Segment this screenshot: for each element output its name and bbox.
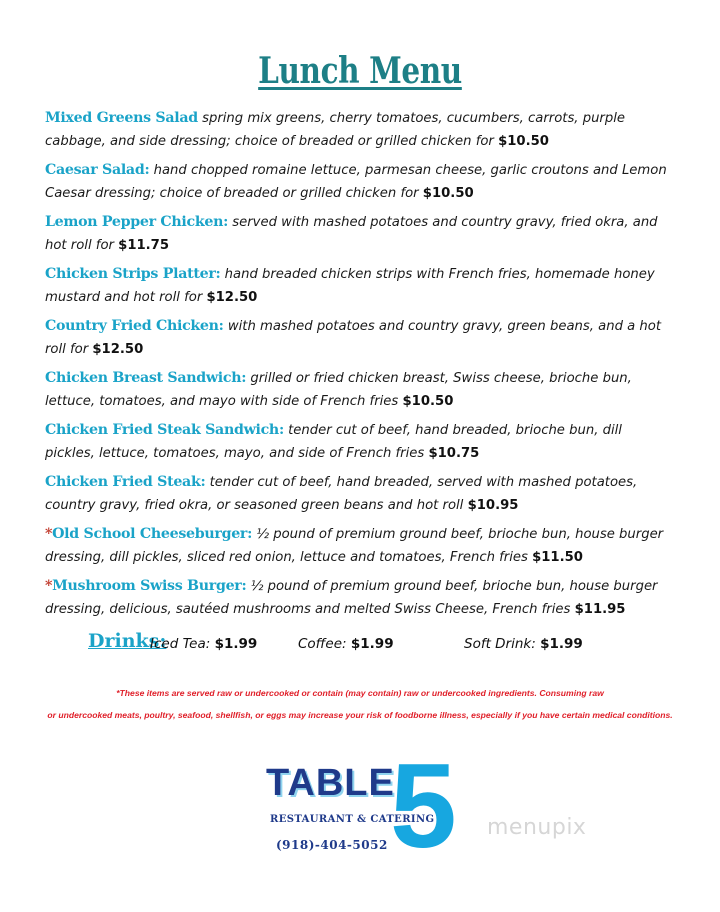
menu-item-price: $10.50	[422, 186, 474, 201]
disclaimer-line-2: or undercooked meats, poultry, seafood, shellfish, or eggs may increase your risk of foodborne illness, especially if you have certain medical conditions.	[47, 710, 673, 720]
menu-item-description: tender cut of beef, hand breaded, served with mashed potatoes, country gravy, fried okra, or seasoned green beans and hot roll	[45, 475, 638, 513]
menu-item-description: served with mashed potatoes and country gravy, fried okra, and hot roll for	[45, 215, 658, 253]
menu-item	[45, 575, 670, 621]
menu-item	[45, 471, 670, 517]
menu-item-price: $10.50	[402, 394, 454, 409]
menu-item-name: Chicken Strips Platter:	[45, 266, 221, 282]
menu-item-name: Lemon Pepper Chicken:	[45, 214, 229, 230]
menu-item	[45, 419, 670, 465]
page-title: Lunch Menu	[258, 50, 462, 92]
menu-item	[45, 523, 670, 569]
logo-number: 5	[390, 739, 457, 873]
menu-item	[45, 211, 670, 257]
menu-item-description: grilled or fried chicken breast, Swiss cheese, brioche bun, lettuce, tomatoes, and mayo with side of French fries	[45, 371, 632, 409]
menu-item-name: Caesar Salad:	[45, 162, 150, 178]
menu-item-description: hand breaded chicken strips with French fries, homemade honey mustard and hot roll for	[45, 267, 655, 305]
menu-item-description: with mashed potatoes and country gravy, green beans, and a hot roll for	[45, 319, 662, 357]
drinks-section	[88, 630, 648, 660]
menu-item-name: *Old School Cheeseburger:	[45, 526, 253, 542]
menu-item-description: tender cut of beef, hand breaded, brioche bun, dill pickles, lettuce, tomatoes, mayo, and side of French fries	[45, 423, 622, 461]
menu-item	[45, 315, 670, 361]
drink-item: Iced Tea: $1.99	[150, 636, 258, 652]
disclaimer-line-1: *These items are served raw or undercooked or contain (may contain) raw or undercooked ingredients. Consuming raw	[116, 688, 604, 698]
menu-item-price: $11.75	[118, 238, 170, 253]
menu-item-price: $12.50	[92, 342, 144, 357]
menu-item-price: $10.95	[467, 498, 519, 513]
menu-item-description: ½ pound of premium ground beef, brioche bun, house burger dressing, dill pickles, sliced red onion, lettuce and tomatoes, French fries	[45, 527, 664, 565]
menu-item-name: Chicken Fried Steak Sandwich:	[45, 422, 284, 438]
menu-item-description: spring mix greens, cherry tomatoes, cucumbers, carrots, purple cabbage, and side dressing; choice of breaded or grilled chicken for	[45, 111, 625, 149]
logo-subtitle: RESTAURANT & CATERING	[270, 814, 435, 825]
menu-item	[45, 263, 670, 309]
menu-item-name: *Mushroom Swiss Burger:	[45, 578, 247, 594]
menu-item-price: $11.95	[574, 602, 626, 617]
menu-items	[45, 107, 670, 627]
menu-item	[45, 159, 670, 205]
menu-item-name: Mixed Greens Salad	[45, 110, 198, 126]
raw-warning-asterisk: *	[45, 578, 53, 594]
menu-item-name: Chicken Breast Sandwich:	[45, 370, 247, 386]
menu-item-price: $10.50	[498, 134, 549, 149]
menu-item-name: Chicken Fried Steak:	[45, 474, 206, 490]
logo-word: TABLE	[266, 762, 395, 804]
drink-item: Coffee: $1.99	[298, 636, 394, 652]
menu-item	[45, 107, 670, 153]
drinks-label: Drinks:	[88, 630, 167, 652]
restaurant-logo	[262, 739, 472, 873]
raw-warning-asterisk: *	[45, 526, 53, 542]
phone-number: (918)-404-5052	[276, 838, 388, 852]
watermark: menupix	[487, 815, 587, 840]
menu-item-description: hand chopped romaine lettuce, parmesan cheese, garlic croutons and Lemon Caesar dressing; choice of breaded or grilled chicken for	[45, 163, 667, 201]
menu-item-price: $12.50	[206, 290, 258, 305]
menu-item-name: Country Fried Chicken:	[45, 318, 224, 334]
menu-item	[45, 367, 670, 413]
menu-item-description: ½ pound of premium ground beef, brioche bun, house burger dressing, delicious, sautéed mushrooms and melted Swiss Cheese, French fries	[45, 579, 658, 617]
menu-item-price: $10.75	[428, 446, 480, 461]
menu-item-price: $11.50	[532, 550, 583, 565]
drink-item: Soft Drink: $1.99	[464, 636, 583, 652]
